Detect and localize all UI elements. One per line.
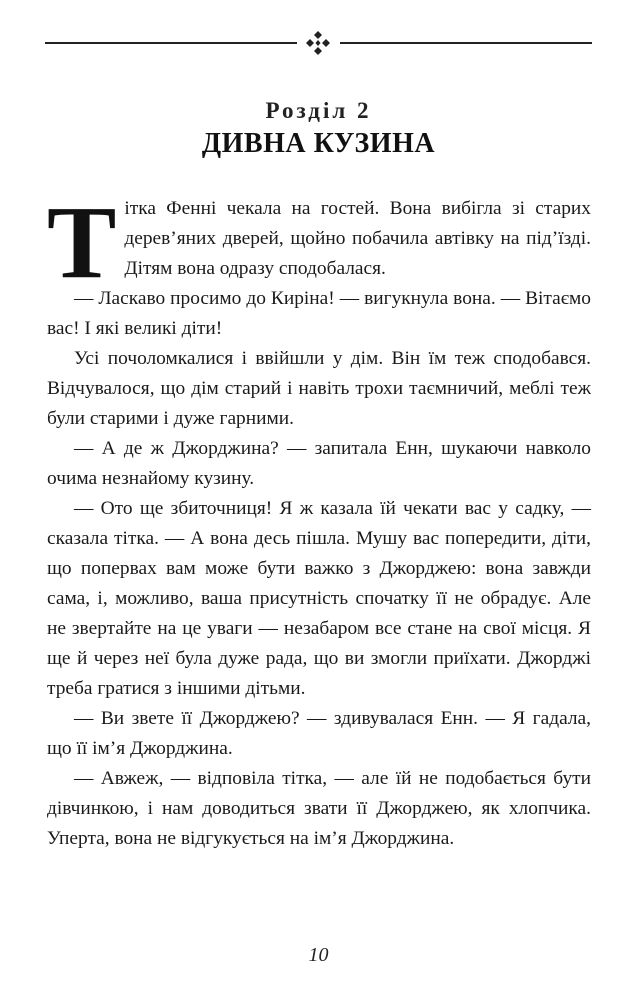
diamond-cluster-icon bbox=[303, 30, 333, 56]
paragraph: — Ласкаво просимо до Киріна! — вигукнула вона. — Вітаємо вас! І які великі діти! bbox=[47, 288, 591, 339]
drop-cap: Т bbox=[47, 185, 117, 300]
paragraph: Тітка Фенні чекала на гостей. Вона вибігла зі старих дерев’яних дверей, щойно побачила автівку на під’їзді. Дітям вона одразу сподобалася. bbox=[47, 185, 591, 300]
paragraph: — Авжеж, — відповіла тітка, — але їй не подобається бути дівчинкою, і нам доводиться звати її Джорджею, як хлопчика. Уперта, вона не відгукується на ім’я Джорджина. bbox=[47, 768, 591, 849]
paragraph: — Ви звете її Джорджею? — здивувалася Енн. — Я гадала, що її ім’я Джорджина. bbox=[47, 708, 591, 759]
paragraph: — А де ж Джорджина? — запитала Енн, шукаючи навколо очима незнайому кузину. bbox=[47, 438, 591, 489]
paragraph: — Ото ще збиточниця! Я ж казала їй чекати вас у садку, — сказала тітка. — А вона десь пішла. Мушу вас попередити, діти, що поперваx вам може бути важко з Джорджею: вона завжди сама, і, можливо, ваша присутність спочатку її не обрадує. Але не звертайте на це уваги — незабаром все стане на свої місця. Я ще й через неї була дуже рада, що ви змогли приїхати. Джорджі треба гратися з іншими дітьми. bbox=[47, 498, 591, 699]
ornament-rule-right bbox=[340, 42, 592, 44]
chapter-number: Розділ 2 bbox=[265, 98, 372, 123]
paragraph: Усі почоломкалися і ввійшли у дім. Він їм теж сподобався. Відчувалося, що дім старий і навіть трохи таємничий, меблі теж були старими і дуже гарними. bbox=[47, 348, 591, 429]
chapter-title: ДИВНА КУЗИНА bbox=[201, 128, 436, 159]
header-ornament bbox=[45, 30, 592, 56]
page-number: 10 bbox=[308, 944, 329, 966]
ornament-rule-left bbox=[45, 42, 297, 44]
body-text bbox=[47, 185, 591, 854]
